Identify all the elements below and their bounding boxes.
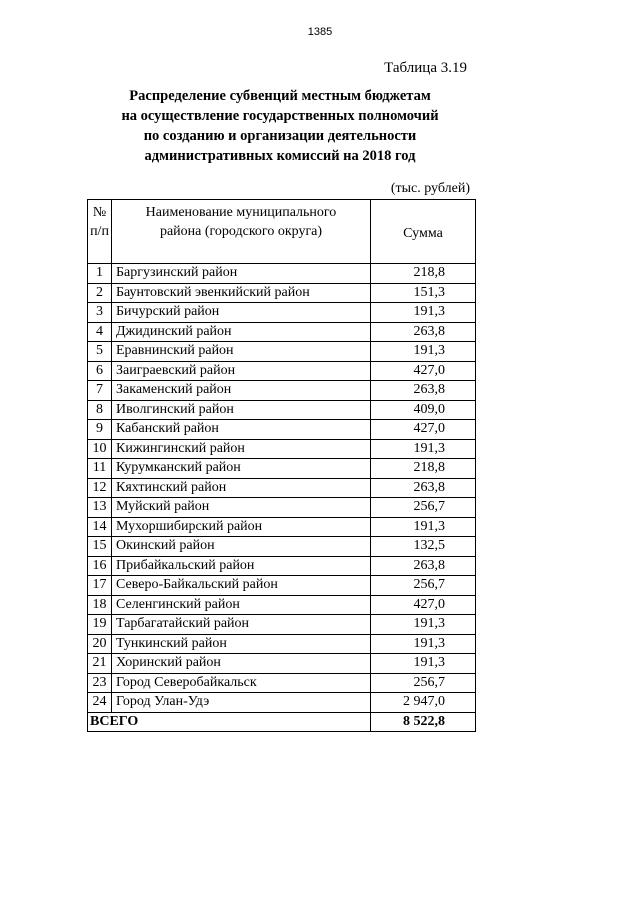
header-sum: Сумма — [371, 200, 476, 264]
row-sum: 191,3 — [371, 634, 476, 654]
row-name: Прибайкальский район — [112, 556, 371, 576]
row-number: 20 — [88, 634, 112, 654]
header-name — [112, 200, 371, 264]
table-row — [88, 478, 476, 498]
table-row — [88, 498, 476, 518]
row-sum: 191,3 — [371, 615, 476, 635]
row-sum: 409,0 — [371, 400, 476, 420]
row-number: 23 — [88, 673, 112, 693]
table-row — [88, 556, 476, 576]
row-sum: 2 947,0 — [371, 693, 476, 713]
row-number: 16 — [88, 556, 112, 576]
table-row — [88, 439, 476, 459]
row-sum: 256,7 — [371, 498, 476, 518]
row-number: 5 — [88, 342, 112, 362]
page-number: 1385 — [307, 26, 333, 38]
subventions-table — [87, 199, 476, 732]
total-row — [88, 712, 476, 732]
row-number: 13 — [88, 498, 112, 518]
row-number: 11 — [88, 459, 112, 479]
row-sum: 263,8 — [371, 381, 476, 401]
row-sum: 256,7 — [371, 576, 476, 596]
table-row — [88, 654, 476, 674]
table-row — [88, 615, 476, 635]
row-sum: 151,3 — [371, 283, 476, 303]
row-sum: 427,0 — [371, 361, 476, 381]
row-number: 21 — [88, 654, 112, 674]
row-name: Джидинский район — [112, 322, 371, 342]
row-name: Муйский район — [112, 498, 371, 518]
row-name: Селенгинский район — [112, 595, 371, 615]
row-sum: 218,8 — [371, 264, 476, 284]
table-row — [88, 361, 476, 381]
row-name: Кижингинский район — [112, 439, 371, 459]
row-name: Город Северобайкальск — [112, 673, 371, 693]
row-name: Город Улан-Удэ — [112, 693, 371, 713]
row-number: 6 — [88, 361, 112, 381]
table-row — [88, 322, 476, 342]
table-row — [88, 634, 476, 654]
row-name: Северо-Байкальский район — [112, 576, 371, 596]
row-sum: 191,3 — [371, 517, 476, 537]
row-name: Закаменский район — [112, 381, 371, 401]
table-row — [88, 400, 476, 420]
table-row — [88, 381, 476, 401]
table-row — [88, 595, 476, 615]
row-sum: 132,5 — [371, 537, 476, 557]
table-row — [88, 264, 476, 284]
row-sum: 263,8 — [371, 322, 476, 342]
row-name: Баунтовский эвенкийский район — [112, 283, 371, 303]
row-sum: 218,8 — [371, 459, 476, 479]
table-row — [88, 537, 476, 557]
row-number: 8 — [88, 400, 112, 420]
row-sum: 427,0 — [371, 595, 476, 615]
table-row — [88, 283, 476, 303]
row-name: Тункинский район — [112, 634, 371, 654]
row-name: Иволгинский район — [112, 400, 371, 420]
row-number: 4 — [88, 322, 112, 342]
row-name: Баргузинский район — [112, 264, 371, 284]
row-name: Хоринский район — [112, 654, 371, 674]
table-body — [88, 264, 476, 713]
document-title — [90, 86, 470, 166]
row-name: Бичурский район — [112, 303, 371, 323]
row-number: 3 — [88, 303, 112, 323]
row-number: 2 — [88, 283, 112, 303]
header-number — [88, 200, 112, 264]
title-line: административных комиссий на 2018 год — [144, 148, 416, 164]
row-sum: 263,8 — [371, 478, 476, 498]
table-row — [88, 673, 476, 693]
row-sum: 191,3 — [371, 342, 476, 362]
row-name: Еравнинский район — [112, 342, 371, 362]
row-number: 14 — [88, 517, 112, 537]
row-number: 12 — [88, 478, 112, 498]
table-row — [88, 420, 476, 440]
table-label: Таблица 3.19 — [384, 60, 467, 76]
row-name: Окинский район — [112, 537, 371, 557]
table-row — [88, 576, 476, 596]
row-number: 24 — [88, 693, 112, 713]
row-name: Кяхтинский район — [112, 478, 371, 498]
row-number: 9 — [88, 420, 112, 440]
row-number: 1 — [88, 264, 112, 284]
table-header-row — [88, 200, 476, 264]
title-line: по созданию и организации деятельности — [143, 128, 417, 144]
row-name: Кабанский район — [112, 420, 371, 440]
table-row — [88, 459, 476, 479]
header-name-line1: Наименование муниципального — [145, 205, 337, 220]
row-name: Мухоршибирский район — [112, 517, 371, 537]
table-row — [88, 303, 476, 323]
row-name: Тарбагатайский район — [112, 615, 371, 635]
table-row — [88, 342, 476, 362]
table-row — [88, 693, 476, 713]
row-number: 17 — [88, 576, 112, 596]
row-sum: 256,7 — [371, 673, 476, 693]
row-sum: 191,3 — [371, 303, 476, 323]
header-number-line2: п/п — [90, 224, 109, 239]
row-sum: 191,3 — [371, 654, 476, 674]
total-label: ВСЕГО — [88, 712, 371, 732]
row-sum: 427,0 — [371, 420, 476, 440]
row-number: 10 — [88, 439, 112, 459]
row-name: Заиграевский район — [112, 361, 371, 381]
units-label: (тыс. рублей) — [390, 181, 470, 196]
total-sum: 8 522,8 — [371, 712, 476, 732]
row-number: 7 — [88, 381, 112, 401]
row-number: 18 — [88, 595, 112, 615]
title-line: на осуществление государственных полномочий — [121, 108, 439, 124]
header-name-line2: района (городского округа) — [159, 224, 323, 239]
table-row — [88, 517, 476, 537]
row-name: Курумканский район — [112, 459, 371, 479]
header-number-line1: № — [92, 205, 107, 220]
title-line: Распределение субвенций местным бюджетам — [129, 88, 431, 104]
row-number: 15 — [88, 537, 112, 557]
row-sum: 191,3 — [371, 439, 476, 459]
row-sum: 263,8 — [371, 556, 476, 576]
row-number: 19 — [88, 615, 112, 635]
